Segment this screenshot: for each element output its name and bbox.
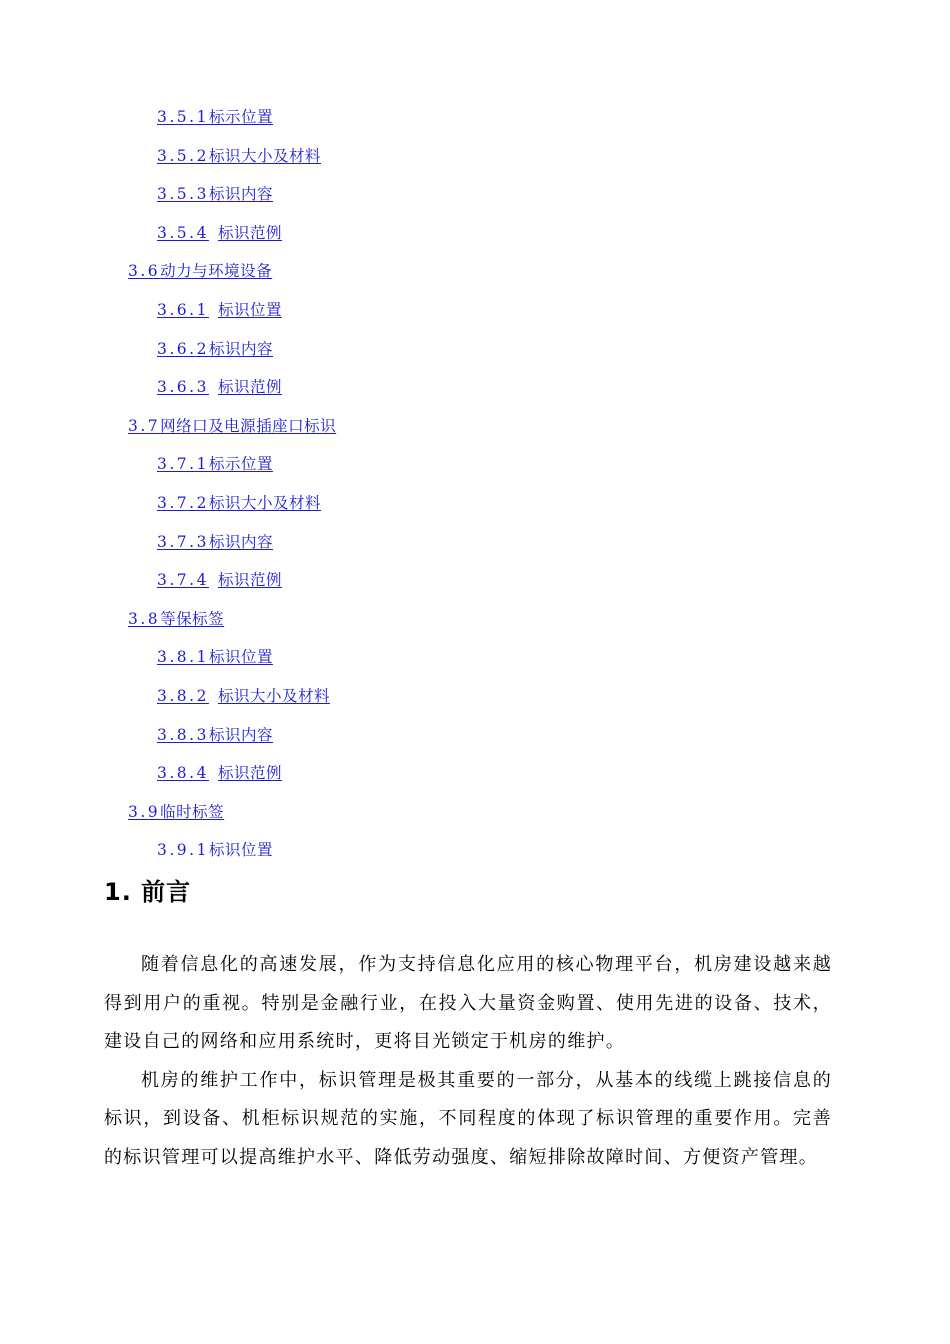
toc-label: 标识范例 bbox=[217, 378, 282, 397]
toc-label: 标识位置 bbox=[208, 648, 273, 667]
toc-entry bbox=[0, 523, 950, 562]
paragraph: 机房的维护工作中，标识管理是极其重要的一部分，从基本的线缆上跳接信息的标识，到设备、机柜标识规范的实施，不同程度的体现了标识管理的重要作用。完善的标识管理可以提高维护水平、降低劳动强度、缩短排除故障时间、方便资产管理。 bbox=[104, 1069, 832, 1168]
toc-link[interactable] bbox=[157, 455, 273, 473]
toc-number: 3.8.4 bbox=[157, 764, 209, 783]
toc-label: 临时标签 bbox=[160, 802, 225, 821]
toc-entry bbox=[0, 407, 950, 446]
toc-label: 标示位置 bbox=[208, 108, 273, 126]
toc-number: 3.6.3 bbox=[157, 378, 209, 397]
toc-link[interactable] bbox=[157, 726, 273, 744]
section-body bbox=[104, 946, 832, 1177]
toc-entry bbox=[0, 638, 950, 677]
toc-entry bbox=[0, 831, 950, 870]
toc-link[interactable] bbox=[157, 533, 273, 551]
toc-label: 标识内容 bbox=[208, 185, 273, 204]
toc-label: 网络口及电源插座口标识 bbox=[160, 416, 337, 435]
toc-label: 标识大小及材料 bbox=[217, 686, 330, 705]
toc-entry bbox=[0, 561, 950, 600]
toc-entry bbox=[0, 330, 950, 369]
toc-entry bbox=[0, 677, 950, 716]
toc-number: 3.5.3 bbox=[157, 185, 209, 204]
toc-entry bbox=[0, 252, 950, 291]
toc-number: 3.8.2 bbox=[157, 686, 209, 705]
toc-entry bbox=[0, 291, 950, 330]
toc-link[interactable] bbox=[157, 648, 273, 666]
toc-entry bbox=[0, 137, 950, 176]
toc-entry bbox=[0, 445, 950, 484]
toc-link[interactable] bbox=[128, 262, 272, 280]
toc-link[interactable] bbox=[157, 687, 330, 705]
toc-label: 标识位置 bbox=[208, 841, 273, 860]
toc-number: 3.6 bbox=[128, 262, 161, 281]
toc-number: 3.8.3 bbox=[157, 725, 209, 744]
toc-link[interactable] bbox=[128, 417, 336, 435]
paragraph: 随着信息化的高速发展，作为支持信息化应用的核心物理平台，机房建设越来越得到用户的重视。特别是金融行业，在投入大量资金购置、使用先进的设备、技术，建设自己的网络和应用系统时，更将目光锁定于机房的维护。 bbox=[104, 954, 832, 1052]
toc-entry bbox=[0, 368, 950, 407]
toc-link[interactable] bbox=[157, 147, 321, 165]
toc-link[interactable] bbox=[128, 803, 224, 821]
toc-label: 标识大小及材料 bbox=[208, 493, 321, 512]
toc-label: 标识内容 bbox=[208, 532, 273, 551]
toc-link[interactable] bbox=[157, 185, 273, 203]
section-heading: 1. 前言 bbox=[104, 878, 192, 906]
toc-link[interactable] bbox=[157, 494, 321, 512]
toc-label: 等保标签 bbox=[160, 609, 225, 628]
toc-entry bbox=[0, 716, 950, 755]
toc-number: 3.7.4 bbox=[157, 571, 209, 590]
toc-number: 3.5.4 bbox=[157, 223, 209, 242]
toc-label: 标识大小及材料 bbox=[208, 146, 321, 165]
toc-number: 3.7.2 bbox=[157, 493, 209, 512]
toc-number: 3.6.1 bbox=[157, 300, 209, 319]
toc-link[interactable] bbox=[157, 108, 273, 126]
toc-number: 3.7.3 bbox=[157, 532, 209, 551]
toc-number: 3.8 bbox=[128, 609, 161, 628]
toc-link[interactable] bbox=[157, 841, 273, 859]
toc-label: 标识内容 bbox=[208, 339, 273, 358]
toc-label: 动力与环境设备 bbox=[160, 262, 273, 281]
toc-link[interactable] bbox=[157, 340, 273, 358]
toc-number: 3.7.1 bbox=[157, 455, 209, 474]
toc-number: 3.5.1 bbox=[157, 108, 209, 126]
toc-link[interactable] bbox=[157, 378, 282, 396]
toc-entry bbox=[0, 175, 950, 214]
toc-label: 标识范例 bbox=[217, 571, 282, 590]
toc-label: 标识位置 bbox=[217, 300, 282, 319]
toc-number: 3.5.2 bbox=[157, 146, 209, 165]
toc-entry bbox=[0, 793, 950, 832]
toc-entry bbox=[0, 484, 950, 523]
toc-number: 3.7 bbox=[128, 416, 161, 435]
toc-entry bbox=[0, 214, 950, 253]
toc-number: 3.6.2 bbox=[157, 339, 209, 358]
toc-number: 3.9 bbox=[128, 802, 161, 821]
toc-entry bbox=[0, 600, 950, 639]
toc-number: 3.8.1 bbox=[157, 648, 209, 667]
toc-link[interactable] bbox=[157, 764, 282, 782]
toc-link[interactable] bbox=[157, 224, 282, 242]
toc-link[interactable] bbox=[157, 571, 282, 589]
toc-link[interactable] bbox=[128, 610, 224, 628]
toc-label: 标识范例 bbox=[217, 764, 282, 783]
toc-label: 标识范例 bbox=[217, 223, 282, 242]
toc-label: 标识内容 bbox=[208, 725, 273, 744]
toc-link[interactable] bbox=[157, 301, 282, 319]
toc-entry bbox=[0, 754, 950, 793]
toc-entry bbox=[0, 98, 950, 137]
toc-number: 3.9.1 bbox=[157, 841, 209, 860]
toc-label: 标示位置 bbox=[208, 455, 273, 474]
table-of-contents bbox=[0, 98, 950, 870]
